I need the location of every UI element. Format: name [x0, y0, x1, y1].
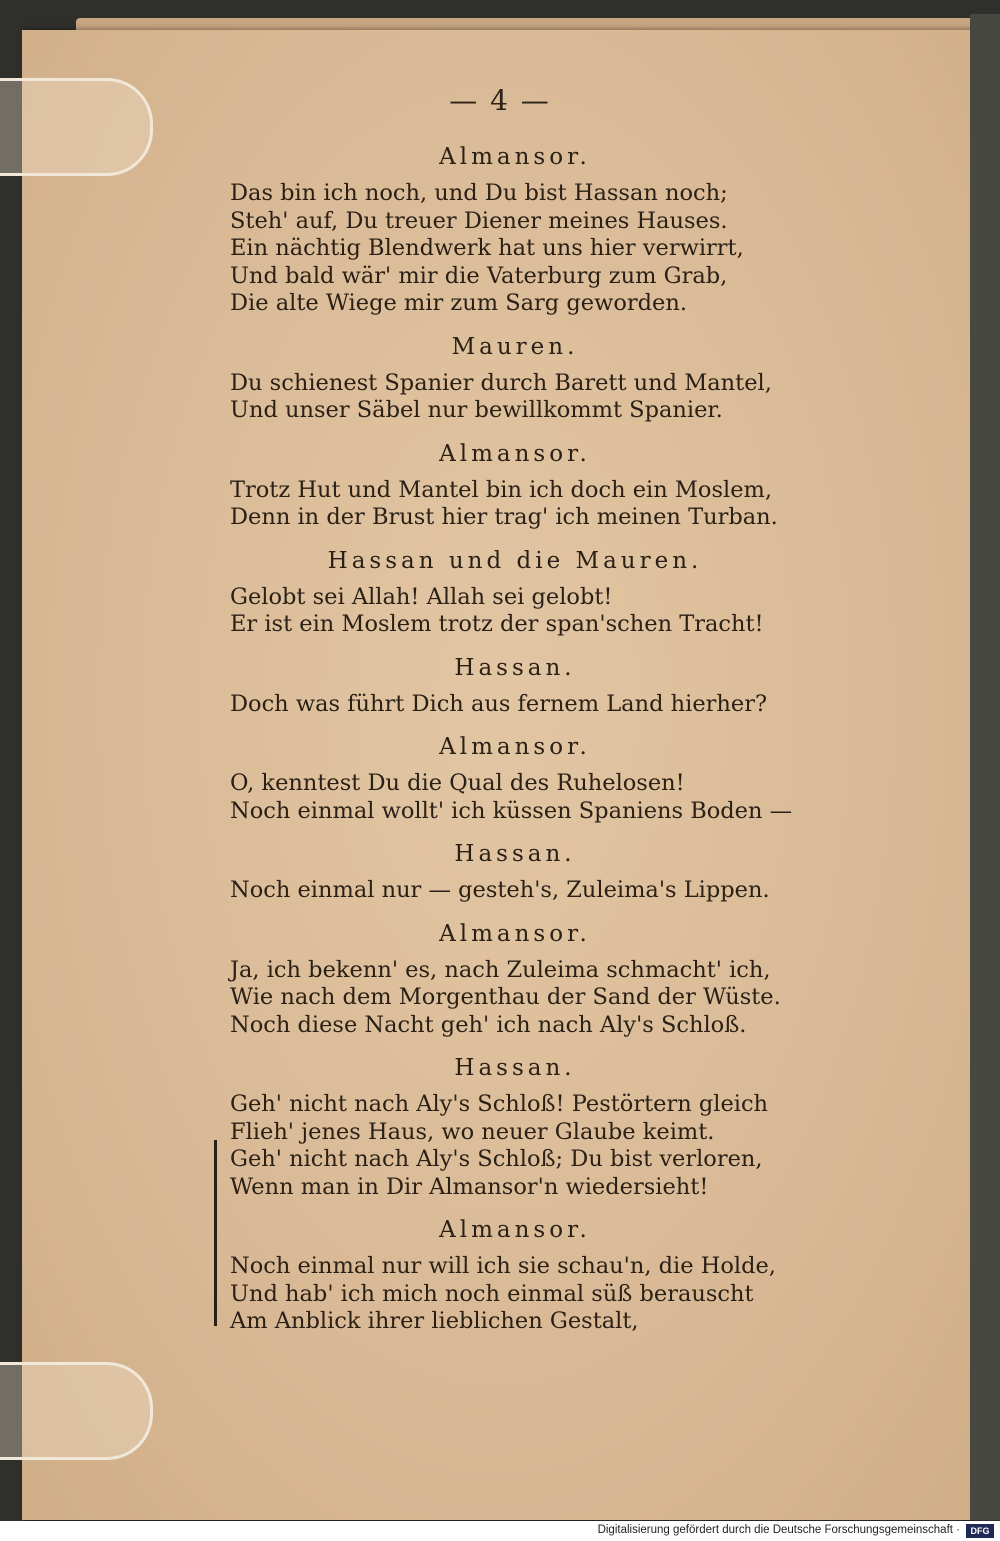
speaker-name: Hassan.	[454, 1055, 576, 1081]
speaker-name: Hassan und die Mauren.	[327, 547, 703, 574]
verse-line: Ja, ich bekenn' es, nach Zuleima schmacht' ich,	[230, 956, 771, 983]
speaker-name: Almansor.	[439, 1217, 591, 1243]
speaker-name: Almansor.	[439, 734, 591, 760]
speaker-name: Hassan.	[454, 841, 576, 867]
speaker-name: Hassan.	[454, 654, 576, 681]
dialogue-block	[230, 732, 800, 825]
verse-line: Er ist ein Moslem trotz der span'schen Tracht!	[230, 611, 764, 637]
verse-line: Noch einmal nur — gesteh's, Zuleima's Lippen.	[230, 877, 770, 903]
dialogue-block	[230, 142, 800, 318]
dialogue-block	[230, 919, 800, 1040]
dfg-logo: DFG	[966, 1524, 994, 1538]
verse-line: Wie nach dem Morgenthau der Sand der Wüste.	[230, 984, 781, 1010]
verse-line: Ein nächtig Blendwerk hat uns hier verwirrt,	[230, 235, 744, 261]
speaker-name: Mauren.	[451, 333, 579, 360]
verse-line: Noch diese Nacht geh' ich nach Aly's Schloß.	[230, 1011, 747, 1038]
footer-credit: Digitalisierung gefördert durch die Deutsche Forschungsgemeinschaft ·	[597, 1524, 960, 1536]
page-number: — 4 —	[449, 84, 551, 117]
verse-line: Und hab' ich mich noch einmal süß berauscht	[230, 1280, 754, 1307]
verse-line: Du schienest Spanier durch Barett und Mantel,	[230, 369, 772, 396]
dialogue-block	[230, 439, 800, 532]
verse-line: Geh' nicht nach Aly's Schloß! Pestörtern gleich	[230, 1091, 769, 1117]
verse-line: Und unser Säbel nur bewillkommt Spanier.	[230, 397, 723, 423]
verse-line: Steh' auf, Du treuer Diener meines Hauses.	[230, 207, 728, 234]
paper-clip-bottom	[0, 1362, 153, 1460]
verse-line: Doch was führt Dich aus fernem Land hierher?	[230, 690, 768, 717]
verse-line: Die alte Wiege mir zum Sarg geworden.	[230, 290, 687, 316]
verse-line: Geh' nicht nach Aly's Schloß; Du bist verloren,	[230, 1146, 763, 1172]
verse-line: Noch einmal wollt' ich küssen Spaniens Boden —	[230, 797, 793, 824]
verse-line: Noch einmal nur will ich sie schau'n, die Holde,	[230, 1253, 776, 1279]
digitization-footer	[0, 1521, 1000, 1541]
dialogue-block	[230, 332, 800, 425]
margin-bracket-mark	[214, 1140, 217, 1326]
dialogue-block	[230, 1215, 800, 1336]
speaker-name: Almansor.	[439, 440, 591, 467]
dialogue-block	[230, 1053, 800, 1201]
dialogue-block	[230, 839, 800, 905]
dialogue-block	[230, 546, 800, 639]
dialogue-block	[230, 653, 800, 719]
verse-line: Wenn man in Dir Almansor'n wiedersieht!	[230, 1173, 709, 1200]
play-text	[230, 142, 800, 1350]
speaker-name: Almansor.	[439, 144, 591, 170]
verse-line: O, kenntest Du die Qual des Ruhelosen!	[230, 770, 685, 796]
verse-line: Gelobt sei Allah! Allah sei gelobt!	[230, 583, 613, 610]
page-edge-shadow	[970, 14, 1000, 1520]
verse-line: Trotz Hut und Mantel bin ich doch ein Moslem,	[230, 476, 773, 503]
verse-line: Und bald wär' mir die Vaterburg zum Grab,	[230, 262, 728, 289]
verse-line: Am Anblick ihrer lieblichen Gestalt,	[230, 1308, 639, 1334]
verse-line: Das bin ich noch, und Du bist Hassan noch;	[230, 180, 728, 206]
verse-line: Denn in der Brust hier trag' ich meinen Turban.	[230, 504, 778, 530]
verse-line: Flieh' jenes Haus, wo neuer Glaube keimt.	[230, 1118, 715, 1145]
speaker-name: Almansor.	[439, 920, 591, 947]
